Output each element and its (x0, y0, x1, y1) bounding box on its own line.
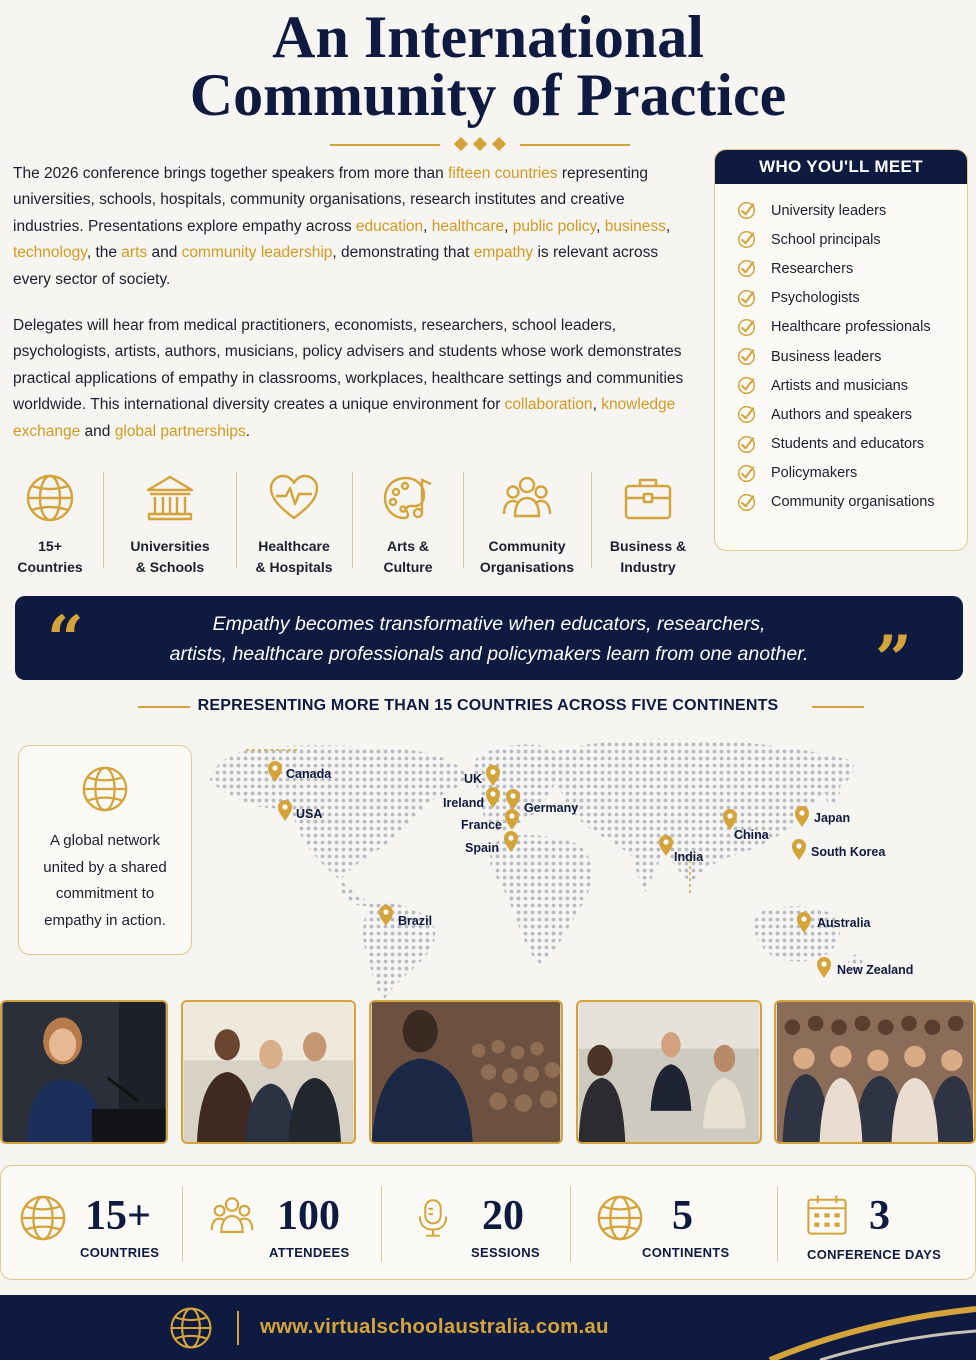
highlight-term: public policy (512, 217, 597, 235)
intro-text-run: . (245, 422, 251, 440)
highlight-term: global partnerships (114, 422, 246, 440)
heart-pulse-icon (268, 472, 320, 524)
website-link[interactable]: www.virtualschoolaustralia.com.au (260, 1315, 609, 1338)
highlight-term: education (355, 217, 424, 235)
highlight-term: fifteen countries (448, 165, 558, 182)
check-circle-icon (737, 318, 756, 337)
intro-paragraph-2 (13, 313, 693, 445)
map-label: France (461, 818, 502, 832)
stat-label: ATTENDEES (269, 1245, 350, 1260)
highlight-term: empathy (473, 244, 534, 262)
who-list-item (737, 254, 967, 283)
sector-line1: Business & (609, 538, 687, 554)
sector-community (466, 468, 588, 578)
who-list-item (737, 284, 967, 313)
sector-line2: Industry (620, 559, 676, 575)
check-circle-icon (737, 493, 756, 512)
who-item-label: Artists and musicians (771, 377, 908, 394)
check-circle-icon (737, 376, 756, 395)
calendar-icon (805, 1192, 849, 1238)
network-line: empathy in action. (44, 911, 166, 929)
africa-shape (490, 835, 593, 964)
stats-bar (0, 1165, 976, 1280)
title-divider (330, 138, 630, 152)
briefcase-icon (622, 472, 674, 524)
stat-label: CONFERENCE DAYS (807, 1247, 942, 1262)
network-line: commitment to (55, 885, 155, 902)
intro-text-run: , (423, 217, 432, 235)
photo-presenter-to-audience (369, 1000, 563, 1144)
sector-healthcare (240, 468, 348, 578)
north-america-shape (210, 745, 468, 880)
pin-south-korea (792, 839, 886, 860)
map-label: Japan (814, 811, 851, 825)
sector-arts (356, 468, 460, 578)
globe-icon (168, 1305, 214, 1351)
intro-text-run: , demonstrating that (332, 244, 474, 262)
quote-line-2: artists, healthcare professionals and policymakers learn from one another. (169, 643, 809, 665)
who-list (715, 184, 967, 517)
map-label: China (734, 828, 769, 842)
title-line-2: Community of Practice (189, 62, 787, 128)
network-text (19, 828, 191, 934)
sector-business (596, 468, 700, 578)
highlight-term: arts (121, 244, 148, 262)
sector-countries (0, 468, 100, 578)
who-item-label: Business leaders (771, 348, 882, 365)
check-circle-icon (737, 347, 756, 366)
highlight-term: community leadership (181, 244, 333, 262)
who-list-item (737, 459, 967, 488)
stat-value: 20 (482, 1193, 524, 1239)
pin-japan (795, 806, 850, 827)
page-title (0, 4, 976, 128)
intro-text-run: , (665, 217, 671, 235)
stat-conference-days (785, 1166, 973, 1278)
map-label: UK (464, 772, 483, 786)
map-label: Ireland (443, 796, 484, 810)
who-list-item (737, 371, 967, 400)
map-label: Brazil (398, 914, 433, 928)
photo-applauding-audience (774, 1000, 976, 1144)
stat-value: 100 (277, 1193, 340, 1239)
map-label: Germany (524, 801, 579, 815)
who-item-label: Researchers (771, 260, 854, 277)
check-circle-icon (737, 464, 756, 483)
intro-text-run: is relevant across every sector of society. (13, 244, 659, 288)
australia-shape (754, 906, 840, 961)
quote-line-1: Empathy becomes transformative when educators, researchers, (212, 613, 766, 635)
world-map (200, 720, 970, 1005)
intro-text-run: The 2026 conference brings together speakers from more than (13, 165, 449, 182)
people-group-icon (501, 472, 553, 524)
map-label: Australia (817, 916, 871, 930)
who-list-item (737, 225, 967, 254)
stat-continents (579, 1166, 775, 1278)
stat-label: SESSIONS (471, 1245, 540, 1260)
who-item-label: Healthcare professionals (771, 319, 931, 336)
stat-value: 3 (869, 1193, 890, 1239)
intro-text-run: Delegates will hear from medical practitioners, economists, researchers, school leaders, psychologists, artists, authors, musicians, policy advisers and students whose work demonstrates practical applications of empathy in classrooms, workplaces, healthcare settings and communities worldwide. This international diversity creates a unique environment for (13, 317, 684, 414)
sectors-row (0, 468, 705, 578)
footer (0, 1295, 976, 1360)
palette-music-icon (382, 472, 434, 524)
title-line-1: An International (272, 4, 704, 70)
globe-icon (24, 472, 76, 524)
intro-text (13, 161, 693, 465)
who-list-item (737, 342, 967, 371)
highlight-term: collaboration (504, 396, 593, 414)
network-line: A global network (49, 832, 161, 849)
check-circle-icon (737, 230, 756, 249)
map-label: Spain (465, 841, 500, 855)
sector-line2: & Schools (135, 559, 205, 575)
who-list-item (737, 313, 967, 342)
sector-line2: & Hospitals (255, 559, 333, 575)
sector-line2: Countries (17, 559, 83, 575)
check-circle-icon (737, 289, 756, 308)
photos-strip (0, 1000, 976, 1144)
pin-new-zealand (817, 957, 913, 978)
who-list-item (737, 196, 967, 225)
who-youll-meet-panel (714, 149, 968, 551)
stat-countries (1, 1166, 181, 1278)
sector-line1: Community (488, 538, 566, 554)
sector-line1: 15+ (38, 538, 62, 554)
highlight-term: business (604, 217, 666, 235)
who-item-label: Authors and speakers (771, 406, 913, 423)
map-label: USA (296, 807, 323, 821)
who-list-item (737, 430, 967, 459)
map-label: Canada (286, 767, 332, 781)
people-group-icon (207, 1193, 257, 1239)
intro-text-run: representing universities, schools, hospitals, community organisations, research institutes and creative industries. Presentations explore empathy across (13, 165, 649, 235)
globe-icon (18, 1193, 68, 1243)
who-item-label: Students and educators (771, 436, 925, 453)
photo-speaker-at-podium (0, 1000, 168, 1144)
stat-value: 5 (672, 1193, 693, 1239)
check-circle-icon (737, 259, 756, 278)
who-item-label: Community organisations (771, 494, 935, 511)
sector-line1: Universities (130, 538, 210, 554)
check-circle-icon (737, 405, 756, 424)
intro-text-run: and (147, 244, 182, 262)
highlight-term: technology (13, 244, 87, 262)
close-quote-icon: ” (875, 622, 912, 697)
quote-banner (15, 596, 963, 697)
map-label: New Zealand (837, 963, 914, 977)
who-list-item (737, 400, 967, 429)
intro-text-run: , (504, 217, 513, 235)
globe-icon (80, 764, 130, 814)
network-line: united by a shared (43, 858, 167, 876)
who-heading: WHO YOU'LL MEET (715, 150, 967, 184)
stat-label: COUNTRIES (80, 1245, 160, 1260)
photo-discussion-circle (576, 1000, 762, 1144)
map-label: India (674, 850, 704, 864)
sector-line2: Organisations (479, 559, 575, 575)
intro-text-run: , (596, 217, 605, 235)
highlight-term: knowledge exchange (13, 396, 676, 440)
central-america-shape (339, 880, 370, 906)
photo-delegates-networking (181, 1000, 356, 1144)
who-list-item (737, 488, 967, 517)
stat-label: CONTINENTS (642, 1245, 730, 1260)
sector-line2: Culture (383, 559, 433, 575)
who-item-label: Policymakers (771, 465, 858, 482)
who-item-label: School principals (771, 231, 881, 248)
continents-heading: REPRESENTING MORE THAN 15 COUNTRIES ACROSS FIVE CONTINENTS (197, 697, 779, 714)
stat-value: 15+ (85, 1193, 151, 1239)
globe-icon (595, 1193, 645, 1243)
check-circle-icon (737, 435, 756, 454)
network-card (18, 745, 192, 955)
stat-sessions (391, 1166, 569, 1278)
highlight-term: healthcare (431, 217, 505, 235)
intro-text-run: , the (86, 244, 122, 262)
intro-paragraph-1 (13, 161, 693, 293)
who-item-label: Psychologists (771, 290, 860, 307)
who-item-label: University leaders (771, 202, 887, 219)
sector-line1: Arts & (386, 538, 429, 554)
stat-attendees (191, 1166, 379, 1278)
sector-universities (110, 468, 230, 578)
university-icon (144, 472, 196, 524)
intro-text-run: and (80, 422, 115, 440)
microphone-icon (413, 1193, 453, 1243)
check-circle-icon (737, 201, 756, 220)
quote-text (125, 609, 853, 669)
intro-text-run: , (592, 396, 602, 414)
sector-line1: Healthcare (258, 538, 330, 554)
open-quote-icon: “ (47, 602, 84, 677)
map-label: South Korea (811, 845, 886, 859)
